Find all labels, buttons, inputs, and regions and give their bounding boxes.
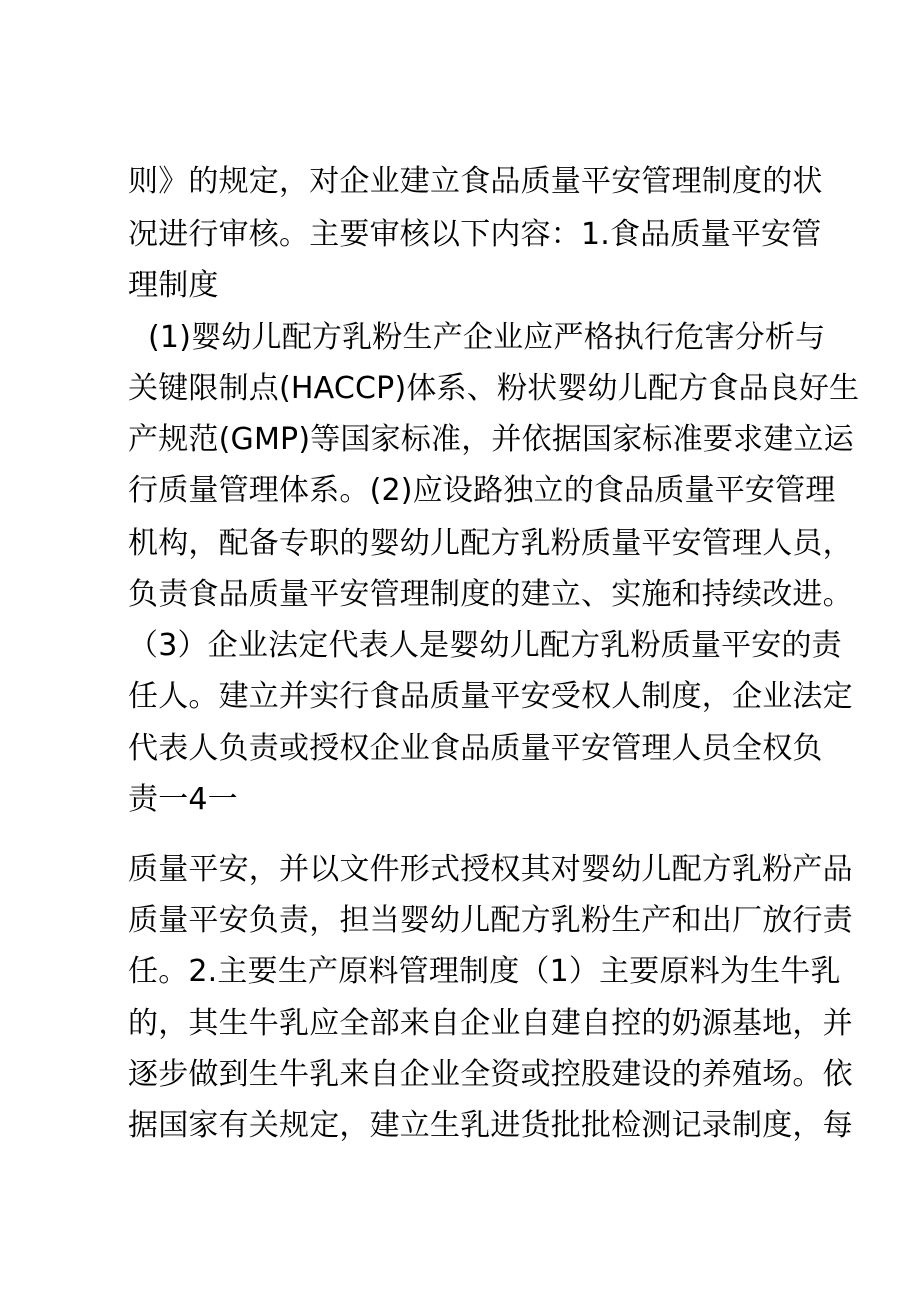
text-line: （3）企业法定代表人是婴幼儿配方乳粉质量平安的责: [128, 628, 842, 663]
text-line: 任人。建立并实行食品质量平安受权人制度，企业法定: [128, 679, 853, 714]
text-line: 据国家有关规定，建立生乳进货批批检测记录制度，每: [128, 1108, 853, 1143]
text-line: 代表人负责或授权企业食品质量平安管理人员全权负: [128, 731, 823, 766]
text-line: (1)婴幼儿配方乳粉生产企业应严格执行危害分析与: [148, 320, 826, 355]
page-footer-text: 责一4一: [128, 782, 238, 817]
text-line: 产规范(GMP)等国家标准，并依据国家标准要求建立运: [128, 422, 854, 457]
text-line: 况进行审核。主要审核以下内容：1.食品质量平安管: [128, 217, 822, 252]
text-line: 负责食品质量平安管理制度的建立、实施和持续改进。: [128, 577, 853, 612]
text-line: 行质量管理体系。(2)应设路独立的食品质量平安管理: [128, 473, 836, 508]
text-line: 则》的规定，对企业建立食品质量平安管理制度的状: [128, 164, 823, 199]
text-line: 机构，配备专职的婴幼儿配方乳粉质量平安管理人员，: [128, 526, 853, 561]
text-line: 的，其生牛乳应全部来自企业自建自控的奶源基地，并: [128, 1006, 853, 1041]
text-line: 理制度: [128, 268, 219, 303]
text-line: 逐步做到生牛乳来自企业全资或控股建设的养殖场。依: [128, 1057, 853, 1092]
text-line: 任。2.主要生产原料管理制度（1）主要原料为生牛乳: [128, 954, 841, 989]
text-line: 质量平安，并以文件形式授权其对婴幼儿配方乳粉产品: [128, 852, 853, 887]
text-line: 关键限制点(HACCP)体系、粉状婴幼儿配方食品良好生: [128, 371, 860, 406]
text-line: 质量平安负责，担当婴幼儿配方乳粉生产和出厂放行责: [128, 903, 853, 938]
